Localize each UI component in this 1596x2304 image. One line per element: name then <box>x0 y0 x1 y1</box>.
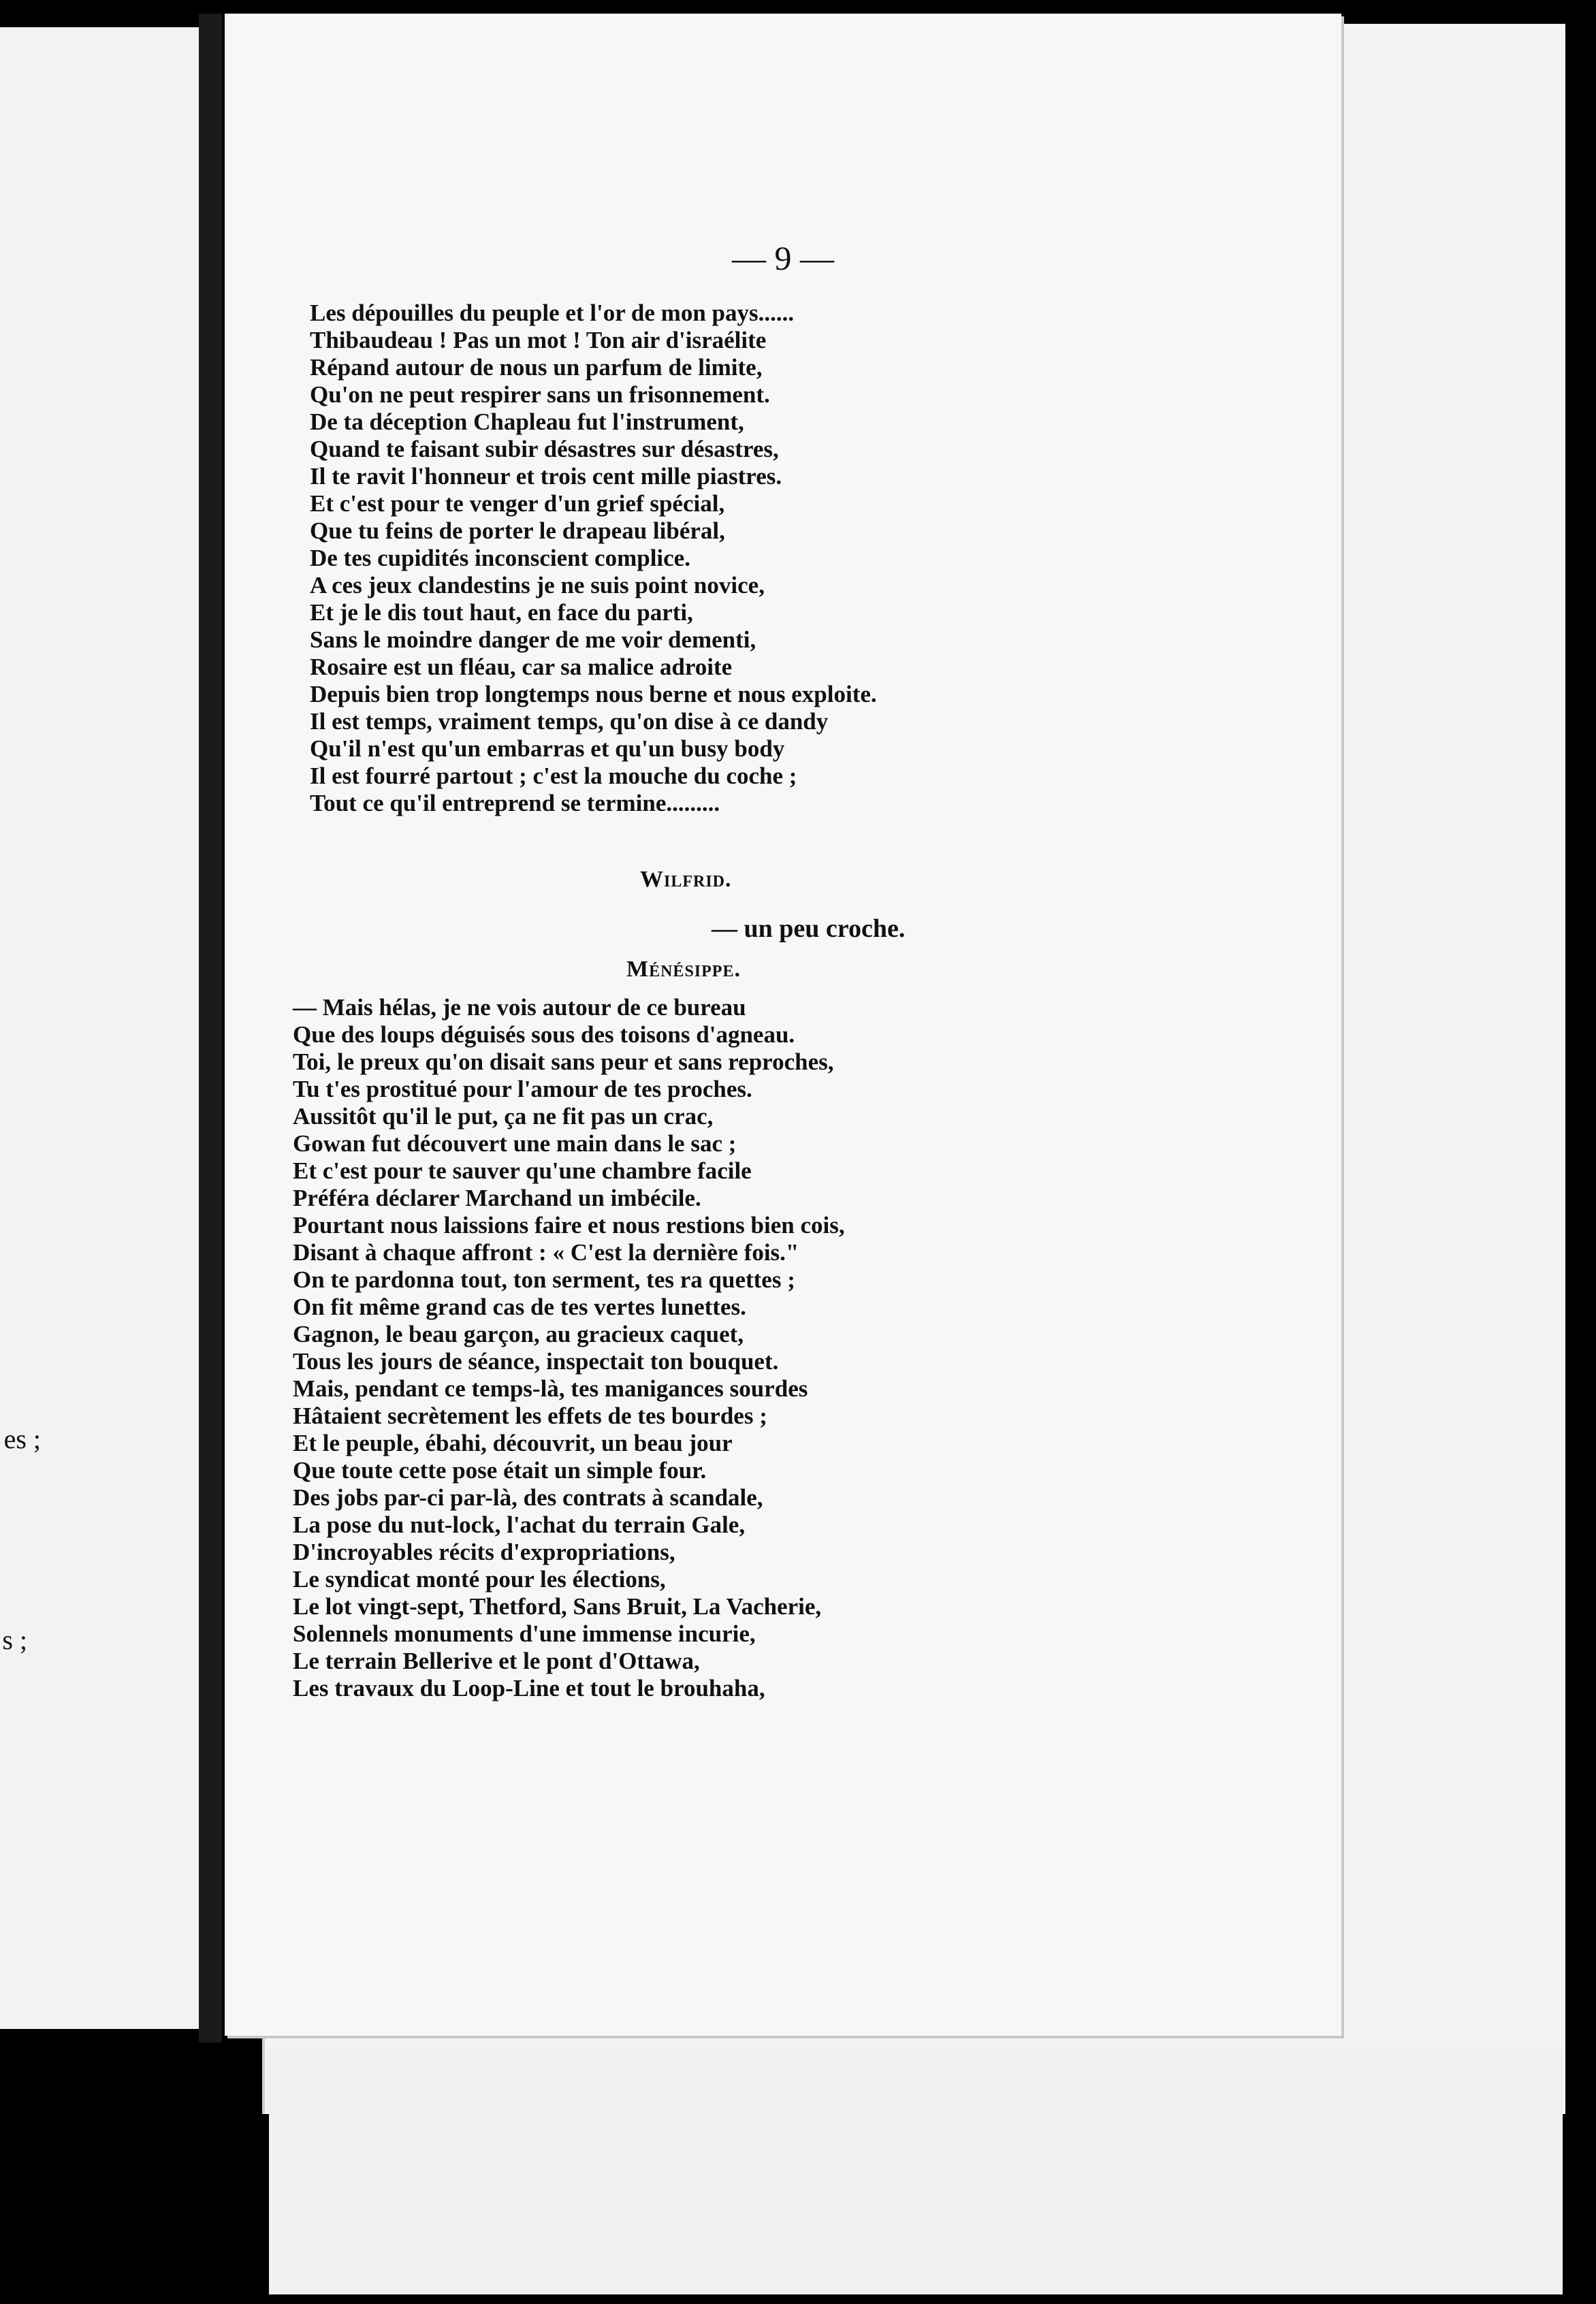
previous-page-fragment: es ; <box>3 1424 41 1454</box>
page <box>225 14 1341 2036</box>
verse-line: Hâtaient secrètement les effets de tes bourdes ; <box>293 1403 767 1429</box>
verse-line: Préféra déclarer Marchand un imbécile. <box>293 1185 701 1211</box>
verse-line: Qu'il n'est qu'un embarras et qu'un busy body <box>310 735 785 762</box>
verse-line: Et c'est pour te sauver qu'une chambre facile <box>293 1157 752 1184</box>
verse-line: Et je le dis tout haut, en face du parti, <box>310 599 693 626</box>
verse-line: Gowan fut découvert une main dans le sac ; <box>293 1130 737 1157</box>
verse-line: Qu'on ne peut respirer sans un frisonnement. <box>310 381 770 408</box>
verse-line: Gagnon, le beau garçon, au gracieux caquet, <box>293 1321 744 1347</box>
verse-line: Et le peuple, ébahi, découvrit, un beau jour <box>293 1430 733 1456</box>
verse-line: Pourtant nous laissions faire et nous restions bien cois, <box>293 1212 845 1238</box>
verse-line: Les travaux du Loop-Line et tout le brouhaha, <box>293 1675 765 1701</box>
verse-line: Toi, le preux qu'on disait sans peur et sans reproches, <box>293 1049 834 1075</box>
verse-line: Et c'est pour te venger d'un grief spécial, <box>310 490 725 517</box>
verse-line: Il te ravit l'honneur et trois cent mille piastres. <box>310 463 782 490</box>
verse-line: Que des loups déguisés sous des toisons d'agneau. <box>293 1021 795 1048</box>
verse-line: On fit même grand cas de tes vertes lunettes. <box>293 1294 746 1320</box>
verse-line: Sans le moindre danger de me voir dementi, <box>310 626 756 653</box>
binding-gutter <box>199 14 222 2043</box>
verse-line: De ta déception Chapleau fut l'instrument, <box>310 409 744 435</box>
verse-line: Le terrain Bellerive et le pont d'Ottawa, <box>293 1648 700 1674</box>
verse-block-2 <box>293 994 1280 1702</box>
previous-page <box>0 27 199 2029</box>
verse-line: Les dépouilles du peuple et l'or de mon pays...... <box>310 300 795 326</box>
verse-line: Des jobs par-ci par-là, des contrats à scandale, <box>293 1484 763 1511</box>
verse-block-1 <box>310 300 1263 817</box>
previous-page-fragment: s ; <box>2 1625 27 1655</box>
verse-line: Il est temps, vraiment temps, qu'on dise à ce dandy <box>310 708 829 735</box>
speaker-name: Ménésippe. <box>626 957 741 982</box>
back-sheet-bottom <box>269 2049 1563 2294</box>
page-number: — 9 — <box>732 239 834 277</box>
verse-line: Thibaudeau ! Pas un mot ! Ton air d'israélite <box>310 327 767 353</box>
verse-line: Répand autour de nous un parfum de limite, <box>310 354 763 381</box>
verse-line: Solennels monuments d'une immense incurie, <box>293 1620 756 1647</box>
verse-line: D'incroyables récits d'expropriations, <box>293 1539 675 1565</box>
verse-line: Quand te faisant subir désastres sur désastres, <box>310 436 779 462</box>
verse-line: Tu t'es prostitué pour l'amour de tes proches. <box>293 1076 752 1102</box>
verse-line: Tous les jours de séance, inspectait ton bouquet. <box>293 1348 779 1375</box>
verse-line: — Mais hélas, je ne vois autour de ce bureau <box>293 994 746 1021</box>
verse-line: A ces jeux clandestins je ne suis point novice, <box>310 572 765 598</box>
verse-line: Le lot vingt-sept, Thetford, Sans Bruit, La Vacherie, <box>293 1593 822 1620</box>
verse-line: Mais, pendant ce temps-là, tes manigances sourdes <box>293 1375 808 1402</box>
speaker-reply: — un peu croche. <box>712 914 906 943</box>
verse-line: Il est fourré partout ; c'est la mouche du coche ; <box>310 763 797 789</box>
verse-line: Que toute cette pose était un simple four. <box>293 1457 707 1484</box>
verse-line: Disant à chaque affront : « C'est la dernière fois." <box>293 1239 799 1266</box>
speaker-name: Wilfrid. <box>640 867 732 892</box>
verse-line: Tout ce qu'il entreprend se termine......... <box>310 790 720 816</box>
verse-line: On te pardonna tout, ton serment, tes ra quettes ; <box>293 1266 795 1293</box>
verse-line: La pose du nut-lock, l'achat du terrain Gale, <box>293 1511 746 1538</box>
verse-line: Aussitôt qu'il le put, ça ne fit pas un crac, <box>293 1103 714 1130</box>
verse-line: Depuis bien trop longtemps nous berne et nous exploite. <box>310 681 877 707</box>
verse-line: Le syndicat monté pour les élections, <box>293 1566 666 1593</box>
verse-line: Que tu feins de porter le drapeau libéral, <box>310 517 725 544</box>
verse-line: De tes cupidités inconscient complice. <box>310 545 690 571</box>
verse-line: Rosaire est un fléau, car sa malice adroite <box>310 654 733 680</box>
